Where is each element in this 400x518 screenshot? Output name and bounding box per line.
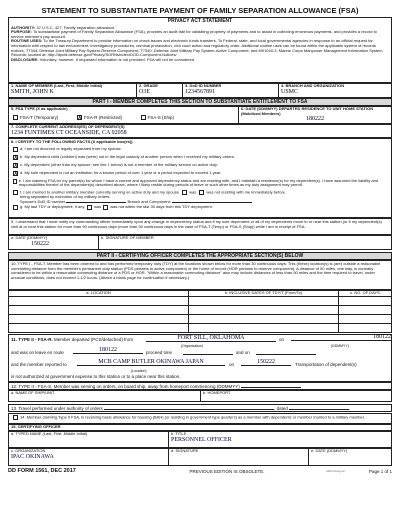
dodid-field[interactable]: 3. DoD ID NUMBER 1234567891 xyxy=(183,84,279,97)
officer-org-value: IPAC OKINAWA xyxy=(11,453,54,460)
fact-d-checkbox[interactable]: X xyxy=(14,170,18,177)
fsa-s-checkbox[interactable] xyxy=(141,115,146,120)
departed-on-date[interactable]: 180122 xyxy=(291,335,391,341)
branch-value: USMC xyxy=(281,88,299,95)
orders-input[interactable] xyxy=(104,409,274,410)
privacy-act-box xyxy=(8,17,392,83)
understand-statement: 9. I understand that I must notify my commanding officer immediately upon any change in dependency status and if my sole dependent or all of my dependents move to or near this station (or if my dependent(s) visit at or near this station for more than 90 continuous days (more than 30 continuous days in the case of FSA-T (Temp) or FSA-S (Ship)) while I am in receipt of FSA. xyxy=(8,218,392,235)
reported-to-value[interactable]: MCB CAMP BUTLER OKINAWA JAPAN xyxy=(77,360,225,366)
aem-designer-label: AEM Designer xyxy=(326,469,346,473)
member-signature-field[interactable]: b. SIGNATURE OF MEMBER xyxy=(101,235,154,240)
type1-fsat-text: 10. TYPE I - FSA-T. Member has been ordered to and has performed temporary duty (TDY) at the locations shown below for more than 30 continuous days. This (these) location(s) is (are) outside a reasonable commuting distance from the member's permanent duty station (PDS pertains to active component) or the home of record (HOR pertains to reserve component). A distance of 50 miles, one way, is normally considered to be within a reasonable commuting distance of a PDS or HOR. "Within a reasonable commuting distance" also may include distances of less than 50 miles and the time required to travel, under unusual conditions, does not exceed 1-1/2 hours. (Attach a blank page for continuation if necessary.) xyxy=(8,260,392,290)
certify-label: 8. I CERTIFY TO THE FOLLOWING FACTS (X applicable box(es)) xyxy=(11,139,133,144)
proceed-time-input[interactable] xyxy=(183,354,233,355)
tdy-table-body[interactable] xyxy=(8,297,392,333)
dodid-value: 1234567891 xyxy=(185,88,215,95)
member-name-value: SMITH, JOHN K xyxy=(11,88,54,95)
address-field[interactable]: 7. COMPLETE CURRENT ADDRESS(ES) OF DEPENDENT(S) 1234 FUNTIMES CT OCEANSIDE, CA 92058 xyxy=(8,124,392,138)
fact-f: f. I am married to another military member currently serving on active duty and my spouse was was not residing with me immediately before being separated by execution of my military orders. Spouse's DoD ID number Branch and Component: xyxy=(11,190,389,204)
authority-text: AUTHORITY: 37 U.S.C. 427, Family separation allowance. xyxy=(11,24,116,30)
homeport-field[interactable]: b. HOMEPORT xyxy=(203,390,231,395)
tdy-location-cell[interactable] xyxy=(9,297,189,332)
privacy-title: PRIVACY ACT STATEMENT xyxy=(167,18,233,24)
fsa-t-checkbox[interactable] xyxy=(13,115,18,120)
form-number: DD FORM 1561, DEC 2017 xyxy=(8,468,76,474)
officer-title-field[interactable]: b. TITLE PERSONNEL OFFICER xyxy=(169,432,391,447)
form-footer xyxy=(8,467,392,475)
spouse-component-input[interactable] xyxy=(172,202,252,203)
member-signature-row xyxy=(8,235,392,250)
officer-org-field[interactable]: c. ORGANIZATION IPAC OKINAWA xyxy=(9,449,169,465)
fsa-type-row xyxy=(8,106,392,124)
fsas-commencing-input[interactable] xyxy=(241,387,301,388)
tdy-dates-cell[interactable] xyxy=(189,297,339,332)
fsa-t-label: FSA-T (Temporary) xyxy=(20,114,59,120)
departed-date-value: 180222 xyxy=(306,116,324,123)
disclosure-text: DISCLOSURE: Voluntary; however, if requested information is not provided, FSA will not be considered. xyxy=(11,56,196,62)
tdy-table-header xyxy=(8,290,392,297)
part1-header: PART I - MEMBER COMPLETES THIS SECTION TO SUBSTANTIATE ENTITLEMENT TO FSA xyxy=(8,98,392,106)
page-number: Page 1 of 1 xyxy=(368,468,392,474)
fact-d: X d. My sole dependent is not an institution for a known period of over 1 year or a period expected to exceed 1 year. xyxy=(14,169,222,177)
fsa-r-checkbox[interactable]: X xyxy=(77,114,82,121)
type2-fsas-text: 12. TYPE II - FSA-S. Member was serving on orders, on board ship, away from homeport commencing (DDMMYY) xyxy=(8,382,392,390)
bah-statement: 14. Member claiming Type II FSA, is receiving basic allowance for housing (BAH) (or residing in government type quarters) as a member with dependents or member married to a military member. xyxy=(8,413,392,424)
grade-value: O3E xyxy=(139,88,150,95)
ship-row xyxy=(8,390,392,402)
fact-a-checkbox[interactable] xyxy=(13,147,18,152)
fact-f-checkbox[interactable] xyxy=(13,190,18,195)
fact-f-was-checkbox[interactable] xyxy=(182,190,187,195)
fsa-type-label: 5. FSA TYPE (X as applicable) xyxy=(11,106,68,111)
previous-edition-note: PREVIOUS EDITION IS OBSOLETE. xyxy=(189,468,265,474)
member-name-field[interactable]: 1. NAME OF MEMBER (Last, First, Middle Initial) SMITH, JOHN K xyxy=(9,84,137,97)
tdy-days-cell[interactable] xyxy=(339,297,391,332)
certify-facts-box xyxy=(8,138,392,218)
form-title: STATEMENT TO SUBSTANTIATE PAYMENT OF FAMILY SEPARATION ALLOWANCE (FSA) xyxy=(41,6,359,15)
leave-en-route-value[interactable]: 180122 xyxy=(73,348,143,354)
fsa-s-label: FSA-S (Ship) xyxy=(147,114,175,120)
transport-note: is not authorized at government expense to this station or to a place near this station. xyxy=(11,374,181,379)
departed-date-field[interactable]: 6. DATE (DDMMYY) DEPARTED RESIDENCE TO UNIT HOME STATION (Mobilized Members) 180222 xyxy=(239,107,391,123)
certifying-officer-label: 15. CERTIFYING OFFICER xyxy=(8,424,392,431)
spouse-dodid-input[interactable] xyxy=(66,202,126,203)
part2-header: PART II - CERTIFYING OFFICER COMPLETES THE APPROPRIATE SECTION(S) BELOW xyxy=(8,252,392,260)
routine-uses-text: ROUTINE USES: To the Treasury Department to provide information on check issues and electronic funds transfers. To Federal, state, and local governmental agencies in response to an official request for information with respect to law enforcement, investigatory procedures, criminal prosecution, civil court action and regulatory order. Additional routine uses can be found within the applicable system of records notices, T7344, Defense Joint Military Pay System-Reserve Component; T7340, Defense Joint Military Pay System-Active Component; and M01040-3, Marine Corps Manpower Management Information System Records; located at: http://dpcld.defense.gov/Privacy/SORNsIndex/DOD-Component-Notices/ xyxy=(11,38,383,58)
travel-orders-row: 13. Travel performed under authority of orders , dated . xyxy=(8,404,392,412)
officer-date-field[interactable]: e. DATE (DDMMYY) xyxy=(311,448,348,453)
col-location: a. LOCATION xyxy=(9,291,189,296)
fact-c: X c. My dependent (other than my spouse; see line f. below) is not a member of the military service on active duty. xyxy=(14,161,218,169)
type2-fsar-box: 11. TYPE II - FSA-R. Member departed (PCS/detached) from FORT SILL, OKLAHOMA on 180122 (Organization) (DDMMYY) and was on leave en route 180122 proceed time and on and the member reported to MCB CAMP BUTLER OKINAWA JAPAN on 150222 Transportation of dependent(s) (Location) is not authorized at government expense to this station or to a place near this station. xyxy=(8,334,392,382)
fact-c-checkbox[interactable]: X xyxy=(14,162,18,169)
officer-title-value: PERSONNEL OFFICER xyxy=(171,436,232,443)
fact-g-was-checkbox[interactable] xyxy=(87,205,92,210)
officer-signature-field[interactable]: d. SIGNATURE xyxy=(169,449,309,465)
fact-e-checkbox[interactable] xyxy=(13,179,17,184)
fsa-r-label: FSA-R (Restricted) xyxy=(83,114,122,120)
fact-g: g. My last TDY or deployment, if any, was was not within the last 30 days from this TDY deployment. xyxy=(11,205,389,210)
purpose-text: PURPOSE: To substantiate payment of Family Separation Allowance (FSA), provides an audit trail for validating propriety of payments and to assist in collecting erroneous payments, and provides a record to service member's pay account. xyxy=(11,29,377,39)
member-date-field[interactable]: a. DATE (DDMMYY) 150222 xyxy=(9,236,99,249)
fsa-form xyxy=(8,6,392,512)
fact-f-wasnot-checkbox[interactable] xyxy=(199,190,204,195)
departed-from-value[interactable]: FORT SILL, OKLAHOMA xyxy=(146,336,276,342)
fact-a: a. I am not divorced or legally separated from my spouse. xyxy=(11,147,389,152)
col-dates: b. INCLUSIVE DATES OF TDY/T (From/To) xyxy=(189,291,339,296)
col-days: c. NO. OF DAYS xyxy=(350,290,380,295)
officer-name-field[interactable]: a. TYPED NAME (Last, First, Middle Initial) xyxy=(9,432,169,447)
fact-e: e. I am claiming FSA for my parent(s) for whom I have a current and approved dependency status and am residing with, and I maintain a residence(s) for my dependent(s). I have assumed the liability and responsibilities thereof of the dependent(s) described above, where I likely reside during periods of leave or such other times as my duty assignment may permit. xyxy=(11,179,389,188)
fact-b-checkbox[interactable]: X xyxy=(14,154,18,161)
proceed-date-input[interactable] xyxy=(256,354,316,355)
member-date-value: 150222 xyxy=(31,240,49,247)
ship-name-field[interactable]: a. NAME OF SHIP/UNIT xyxy=(9,391,201,401)
address-value: 1234 FUNTIMES CT OCEANSIDE, CA 92058 xyxy=(11,129,127,136)
fact-g-checkbox[interactable] xyxy=(13,205,18,210)
branch-field[interactable]: 4. BRANCH AND ORGANIZATION USMC xyxy=(279,84,391,97)
officer-row-2 xyxy=(8,448,392,466)
bah-checkbox[interactable] xyxy=(13,415,18,420)
orders-dated-input[interactable] xyxy=(289,409,349,410)
member-info-row xyxy=(8,83,392,98)
officer-row-1 xyxy=(8,431,392,448)
grade-field[interactable]: 2. GRADE O3E xyxy=(137,84,183,97)
fact-g-wasnot-checkbox[interactable] xyxy=(103,205,108,210)
reported-on-date[interactable]: 150222 xyxy=(241,360,291,366)
fact-b: X b. My dependent child (children) was (were) not in the legal custody of another person when I received my military orders. xyxy=(14,153,235,161)
